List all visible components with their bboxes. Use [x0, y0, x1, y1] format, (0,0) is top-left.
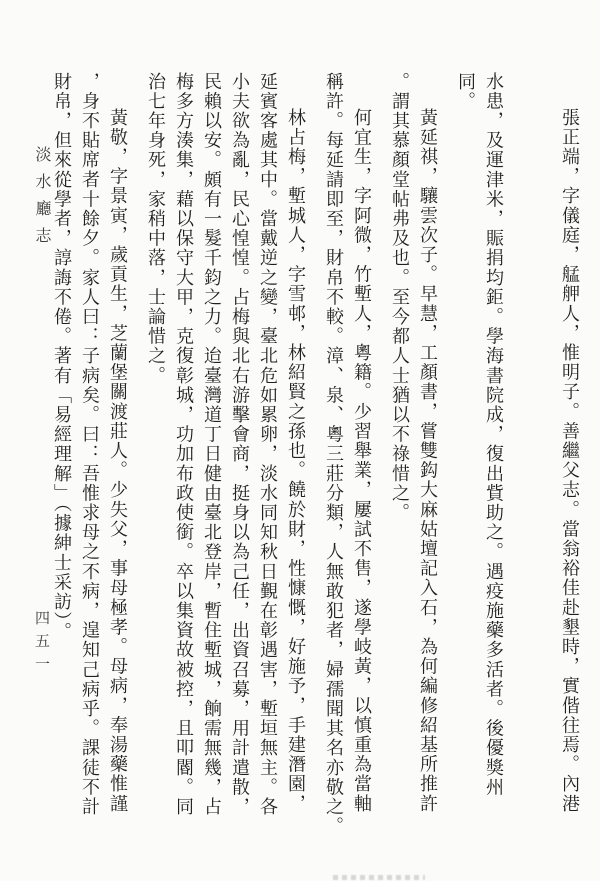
text-column: 財帛，但來從學者，諄誨不倦。著有「易經理解」（據紳士采訪）。: [52, 72, 72, 642]
text-column: 何宜生，字阿微，竹塹人，粵籍。少習舉業，屢試不售，遂學岐黃，以慎重為當軸: [352, 108, 372, 814]
text-column: 稱許。每延請即至，財帛不較。漳、泉、粵三莊分類，人無敢犯者，婦孺聞其名亦敬之。: [324, 72, 344, 837]
text-column: 同。: [456, 72, 476, 112]
text-column: 延賓客處其中。當戴逆之變，臺北危如累卵，淡水同知秋日覲在彰遇害，塹垣無主。各: [258, 72, 278, 817]
text-column: 黃敬，字景寅，歲貢生，芝蘭堡關渡莊人。少失父，事母極孝。母病，奉湯藥惟謹: [108, 108, 128, 814]
text-column: 。謂其慕顏堂帖弗及也。至今都人士猶以不祿惜之。: [390, 72, 410, 523]
text-column: 治七年身死，家稍中落，士論惜之。: [146, 72, 166, 386]
text-column: 民賴以安。頗有一髮千鈞之力。迨臺灣道丁日健由臺北登岸，暫住塹城，餉需無幾，占: [202, 72, 222, 817]
text-column: 黃延祺，驤雲次子。早慧，工顏書，嘗雙鈎大麻姑壇記入石，為何編修紹基所推許: [418, 108, 438, 814]
text-column: 林占梅，塹城人，字雪邨，林紹賢之孫也。饒於財，性慷慨，好施予，手建潛園，: [286, 108, 306, 814]
text-column: ，身不貼席者十餘夕。家人曰：子病矣。曰：吾惟求母之不病，遑知己病乎。課徒不計: [80, 72, 100, 817]
biography-text-block: [48, 72, 584, 837]
scan-artifact: [333, 875, 425, 880]
text-column: 小夫欲為亂，民心惶惶。占梅與北右游擊會商，挺身以為己任，出資召募，用計遣散，: [230, 72, 250, 817]
page-number: 四五一: [33, 610, 49, 679]
text-column: 梅多方湊集，藉以保守大甲，克復彰城，功加布政使銜。卒以集資故被控，且叩閽。同: [174, 72, 194, 817]
text-column: 張正端，字儀庭，艋舺人，惟明子。善繼父志。當翁裕佳赴墾時，實偕往焉。內港: [560, 108, 580, 814]
book-title-margin: 淡水廳志: [33, 146, 50, 254]
text-column: 水患，及運津米，賑捐均鉅。學海書院成，復出貲助之。遇疫施藥多活者。後優獎州: [484, 72, 504, 798]
